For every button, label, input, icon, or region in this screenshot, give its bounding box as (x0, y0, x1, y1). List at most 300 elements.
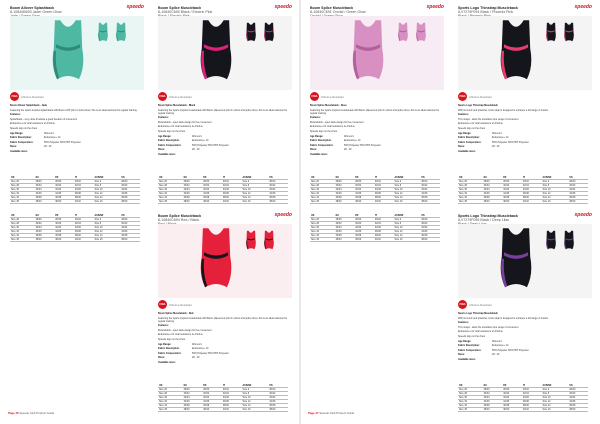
size-table-header-cell: US (120, 214, 140, 218)
size-table-cell: 28/30 (54, 180, 74, 184)
footer-text: Speedo Club Product Guide (19, 411, 55, 415)
size-table-header-cell: UK (10, 214, 35, 218)
size-table-cell: 28/30 (483, 388, 503, 392)
size-table (310, 176, 440, 204)
size-table-cell: 36/38 (374, 192, 394, 196)
spec-label: Fabric Description: (458, 344, 480, 348)
thumbnail-front (96, 22, 110, 44)
product-heading: Sports Logo Thinstrap Muscleback (458, 312, 498, 315)
size-table-cell: 38/40 (222, 404, 242, 408)
size-table-header-cell: US (120, 176, 140, 180)
size-table-cell: Size 6 (541, 388, 568, 392)
size-table-cell: Size 14 (541, 196, 568, 200)
size-table-cell: 38/40 (502, 408, 522, 412)
size-table-header-cell: IT (222, 176, 242, 180)
size-table-cell: 32/34 (35, 188, 55, 192)
swimsuit-thumb-icon (562, 22, 576, 44)
size-table-cell: 28/30 (420, 180, 440, 184)
size-table-cell: Size 34 (310, 196, 335, 200)
size-table-cell: 32/34 (202, 188, 222, 192)
size-table-cell: 30/32 (222, 180, 242, 184)
swimsuit-thumbnails (244, 230, 284, 250)
swimsuit-thumb-icon (262, 230, 276, 252)
size-table-cell: 34/36 (502, 192, 522, 196)
size-table (158, 176, 288, 204)
size-table-header-cell: FR (354, 214, 374, 218)
size-table-header-cell: EU (35, 214, 55, 218)
product-desc-text: Featuring the sports inspired splashback with Boom AOP print in bold colour, this is an ideal swimsuit for regular training. (10, 108, 138, 112)
swimsuit-thumbnails (244, 22, 284, 42)
size-table-header-cell: US (568, 384, 588, 388)
size-table-cell: Size 12 (541, 192, 568, 196)
size-table-cell: 34/36 (420, 192, 440, 196)
size-table-cell: 32/34 (120, 188, 140, 192)
feature-item: Speedo logo on the chest (458, 334, 486, 338)
size-table-cell: 32/34 (268, 396, 288, 400)
size-table-cell: 40/42 (222, 200, 242, 204)
spec-row (10, 132, 144, 135)
available-sizes-heading: Available sizes: (158, 153, 176, 157)
spec-label: Sizes: (10, 145, 17, 149)
feature-item: Endurance+ for total resistance to chlorine (10, 122, 55, 126)
product-photo (458, 224, 592, 298)
spec-row (310, 144, 444, 147)
size-table-header-cell: EU (35, 176, 55, 180)
swimsuit-image (46, 18, 90, 88)
size-table-cell: 36/38 (268, 404, 288, 408)
size-table-cell: 34/36 (74, 188, 94, 192)
product-heading: Boom Allover Splashback - Jade (10, 104, 47, 107)
spec-row (158, 144, 292, 147)
product-code: 8-10840C690 Black / Electric Pink (158, 10, 213, 15)
size-table-cell: 32/34 (502, 396, 522, 400)
spec-label: Sizes: (158, 148, 165, 152)
size-table-header-cell: UK (158, 384, 183, 388)
product-name-line: Boom Splice Muscleback (158, 214, 202, 218)
product-code: 8-07279F094 Black / Phoenix Pink (458, 10, 514, 15)
spec-value: 50% Polyester 50% PBT Polyester (344, 143, 381, 147)
size-table-cell: Size 8 (393, 184, 420, 188)
size-table-cell: 30/32 (268, 184, 288, 188)
size-table-cell: Size 32 (158, 192, 183, 196)
spec-value: Endurance+ 10 (492, 344, 509, 348)
feature-item: Speedo logo on the chest (158, 338, 186, 342)
table-row (10, 238, 140, 242)
spec-label: Age Range: (458, 339, 472, 343)
chlorine-resistant-label: Chlorine Resistant (21, 95, 44, 99)
size-table-cell: 40/42 (74, 200, 94, 204)
size-table-header-cell: EU (483, 176, 503, 180)
features-heading: Features: (158, 116, 169, 120)
swimsuit-thumb-icon (262, 22, 276, 44)
size-table-cell: Size 36 (310, 238, 335, 242)
product-name-line: Boom Splice Muscleback (310, 6, 354, 10)
swimsuit-thumbnails (96, 22, 136, 42)
page-number: Page 46 (8, 411, 19, 415)
size-table-cell: Size 30 (310, 226, 335, 230)
page-number: Page 47 (308, 411, 319, 415)
size-table-cell: 36/38 (483, 196, 503, 200)
size-table-cell: 38/40 (35, 238, 55, 242)
size-table-cell: 28/30 (335, 218, 355, 222)
size-table-cell: 32/34 (354, 188, 374, 192)
size-table-cell: 30/32 (222, 388, 242, 392)
size-table-cell: 34/36 (568, 400, 588, 404)
size-table-cell: Size 10 (241, 396, 268, 400)
size-table-cell: 38/40 (354, 200, 374, 204)
thumbnail-back (562, 230, 576, 252)
size-table (158, 384, 288, 412)
size-table-cell: Size 32 (458, 192, 483, 196)
product-description (158, 104, 292, 158)
spec-value: Women's (344, 134, 354, 138)
size-table-cell: 30/32 (502, 392, 522, 396)
size-table-cell: 34/36 (354, 192, 374, 196)
spec-value: Endurance+ 10 (344, 139, 361, 143)
size-table-cell: 38/40 (420, 200, 440, 204)
table-row (310, 238, 440, 242)
size-table-cell: 34/36 (54, 192, 74, 196)
product-photo (458, 16, 592, 90)
feature-item: Thin straps - allow the shoulders free range of movement (458, 325, 519, 329)
available-sizes-heading: Available sizes: (458, 149, 476, 153)
product-description (458, 104, 592, 155)
swimsuit-thumb-icon (562, 230, 576, 252)
spec-value: Women's (192, 342, 202, 346)
footer-text: Speedo Club Product Guide (319, 411, 355, 415)
size-table-cell: Size 6 (393, 218, 420, 222)
spec-label: Age Range: (158, 342, 172, 346)
product-card (456, 4, 594, 209)
size-table-cell: 32/34 (568, 396, 588, 400)
swimsuit-front-icon (494, 18, 538, 88)
size-table-header-cell: EU (483, 384, 503, 388)
spec-label: Age Range: (458, 131, 472, 135)
size-table-cell: 38/40 (183, 200, 203, 204)
size-table-cell: 34/36 (354, 230, 374, 234)
size-table-cell: Size 14 (241, 196, 268, 200)
spec-value: 28 - 40 (344, 148, 352, 152)
size-table-cell: 32/34 (483, 396, 503, 400)
size-table-cell: 36/38 (420, 234, 440, 238)
size-table-cell: Size 26 (310, 218, 335, 222)
feature-item: Muscleback - open back design for free movement (310, 120, 364, 124)
size-table-cell: 32/34 (222, 392, 242, 396)
size-table-cell: Size 14 (393, 196, 420, 200)
spec-row (310, 139, 444, 142)
size-table-cell: 28/30 (202, 180, 222, 184)
size-table-cell: 32/34 (268, 188, 288, 192)
size-table-cell: 36/38 (374, 230, 394, 234)
size-table-cell: 36/38 (202, 404, 222, 408)
product-code: 8-07279F095 Black / Deep Lilac (458, 218, 510, 223)
size-table-cell: Size 26 (458, 180, 483, 184)
size-table-cell: 30/32 (374, 218, 394, 222)
size-table-cell: 36/38 (74, 192, 94, 196)
spec-value: Endurance+ 10 (192, 347, 209, 351)
thumbnail-back (262, 22, 276, 44)
size-table-cell: 40/42 (522, 408, 542, 412)
size-table-cell: 34/36 (120, 230, 140, 234)
size-table-cell: Size 34 (158, 404, 183, 408)
size-card (308, 212, 446, 417)
size-table-cell: 34/36 (35, 230, 55, 234)
product-desc-text: Featuring the sports inspired muscleback with Boom placement print in colour and splice trims, this is an ideal swimsuit for regular training. (158, 316, 288, 323)
size-table-cell: 32/34 (120, 226, 140, 230)
spec-value: 28 - 40 (492, 145, 500, 149)
size-table-cell: Size 8 (541, 392, 568, 396)
size-table-cell: 36/38 (54, 234, 74, 238)
size-table-cell: 34/36 (268, 192, 288, 196)
size-table-cell: Size 10 (541, 188, 568, 192)
size-table-cell: Size 16 (241, 200, 268, 204)
size-table-cell: 30/32 (335, 184, 355, 188)
size-table-cell: Size 14 (93, 196, 120, 200)
size-table-cell: 30/32 (35, 222, 55, 226)
chlorine-resistant-label: Chlorine Resistant (321, 95, 344, 99)
size-table-cell: 34/36 (374, 226, 394, 230)
product-heading: Boom Splice Muscleback - Black (158, 104, 196, 107)
size-table-header-cell: FR (54, 176, 74, 180)
footer-right (308, 411, 354, 415)
size-table-cell: 32/34 (183, 396, 203, 400)
size-table-cell: 28/30 (268, 180, 288, 184)
spec-row (158, 347, 292, 350)
spec-value: 50% Polyester 50% PBT Polyester (192, 143, 229, 147)
size-table-cell: 38/40 (335, 200, 355, 204)
product-heading: Boom Splice Muscleback - Rose (310, 104, 347, 107)
spec-row (458, 141, 592, 144)
available-sizes-heading: Available sizes: (158, 361, 176, 365)
size-table-header-cell: AUS/NZ (93, 176, 120, 180)
chlorine-resistant-label: Chlorine Resistant (469, 303, 492, 307)
size-table-cell: Size 32 (158, 400, 183, 404)
feature-item: Speedo logo on the chest (458, 126, 486, 130)
swimsuit-thumb-icon (114, 22, 128, 44)
size-table-cell: 38/40 (522, 404, 542, 408)
size-table-cell: 28/30 (354, 180, 374, 184)
features-heading: Features: (10, 113, 21, 117)
size-table-cell: Size 28 (458, 392, 483, 396)
chlorine-resistant-label: Chlorine Resistant (169, 303, 192, 307)
size-table-cell: 32/34 (420, 226, 440, 230)
spec-value: 50% Polyester 50% PBT Polyester (44, 140, 81, 144)
product-code: 8-10840C691 Orchid / Green Glow (310, 10, 366, 15)
size-table-cell: 30/32 (354, 184, 374, 188)
spec-row (310, 148, 444, 151)
size-table-cell: Size 26 (10, 218, 35, 222)
size-table-cell: Size 14 (541, 404, 568, 408)
size-table-cell: 38/40 (183, 408, 203, 412)
swimsuit-front-icon (494, 226, 538, 296)
size-table-header-cell: FR (502, 176, 522, 180)
size-table-cell: 28/30 (202, 388, 222, 392)
swimsuit-front-icon (194, 18, 238, 88)
size-table-cell: 30/32 (202, 184, 222, 188)
size-table-cell: Size 16 (241, 408, 268, 412)
spec-row (310, 135, 444, 138)
size-table-cell: 36/38 (120, 234, 140, 238)
footer-left (8, 411, 54, 415)
swimsuit-thumb-icon (544, 230, 558, 252)
speedo-logo: speedo (574, 4, 592, 10)
size-table-cell: 30/32 (35, 184, 55, 188)
size-table-header-cell: IT (74, 176, 94, 180)
size-table-header-cell: US (420, 176, 440, 180)
size-table (458, 384, 588, 412)
size-table-header-cell: IT (374, 214, 394, 218)
size-table-header-cell: EU (183, 176, 203, 180)
size-table-cell: 34/36 (374, 188, 394, 192)
feature-item: Thin straps - allow the shoulders free range of movement (458, 117, 519, 121)
size-table-cell: 36/38 (183, 404, 203, 408)
fina-badge-icon: FINA (458, 300, 467, 309)
spec-row (458, 353, 592, 356)
size-table-header-cell: UK (458, 176, 483, 180)
spec-value: 28 - 40 (192, 356, 200, 360)
size-table-cell: Size 6 (393, 180, 420, 184)
size-table-cell: 38/40 (268, 408, 288, 412)
size-table-cell: Size 30 (158, 188, 183, 192)
size-table-cell: Size 8 (241, 184, 268, 188)
speedo-logo: speedo (126, 4, 144, 10)
product-photo (158, 224, 292, 298)
fina-badge-icon: FINA (158, 300, 167, 309)
feature-item: Speedo logo on the chest (310, 130, 338, 134)
size-table-cell: 32/34 (502, 188, 522, 192)
size-table-cell: Size 6 (541, 180, 568, 184)
size-table-cell: Size 16 (93, 200, 120, 204)
size-table-header-cell: UK (158, 176, 183, 180)
spec-label: Age Range: (310, 134, 324, 138)
size-table-cell: 34/36 (222, 396, 242, 400)
product-desc-text: With its iconic and practical, cross strap is designed to enhance a full range of motion. (458, 316, 549, 320)
size-table-cell: 32/34 (374, 222, 394, 226)
size-table-cell: Size 8 (541, 184, 568, 188)
size-table-header-cell: FR (354, 176, 374, 180)
size-table-cell: 32/34 (335, 226, 355, 230)
swimsuit-thumb-icon (96, 22, 110, 44)
feature-item: Muscleback - open back design for free movement (158, 328, 212, 332)
size-table-cell: Size 36 (158, 200, 183, 204)
feature-item: Speedo logo on the chest (10, 126, 38, 130)
spec-row (10, 141, 144, 144)
size-table-cell: Size 28 (158, 392, 183, 396)
size-table-cell: 38/40 (568, 408, 588, 412)
swimsuit-thumbnails (396, 22, 436, 42)
size-table-header-cell: IT (74, 214, 94, 218)
product-photo (10, 16, 144, 90)
size-table-cell: 38/40 (374, 234, 394, 238)
size-table-cell: 34/36 (522, 396, 542, 400)
size-table-cell: 34/36 (483, 400, 503, 404)
swimsuit-image (494, 226, 538, 296)
size-table-cell: Size 28 (458, 184, 483, 188)
product-card (308, 4, 446, 209)
thumbnail-front (544, 22, 558, 44)
size-table-cell: Size 6 (93, 180, 120, 184)
size-table-cell: 32/34 (74, 222, 94, 226)
size-table-cell: Size 6 (241, 180, 268, 184)
size-table-cell: 38/40 (522, 196, 542, 200)
available-sizes-heading: Available sizes: (10, 149, 28, 153)
spec-row (458, 340, 592, 343)
size-table-cell: 30/32 (483, 392, 503, 396)
feature-item: Endurance+ for total resistance to chlorine (158, 125, 203, 129)
thumbnail-front (244, 230, 258, 252)
size-table-cell: 38/40 (74, 234, 94, 238)
features-heading: Features: (158, 324, 169, 328)
product-desc-text: With its iconic and practical, cross strap is designed to enhance a full range of motion. (458, 108, 549, 112)
thumbnail-back (114, 22, 128, 44)
size-table-cell: 36/38 (420, 196, 440, 200)
spec-value: Endurance+ 10 (44, 136, 61, 140)
size-table-cell: 32/34 (183, 188, 203, 192)
size-table-cell: 36/38 (35, 196, 55, 200)
size-table-cell: 28/30 (268, 388, 288, 392)
product-desc-text: Featuring the sports inspired muscleback with Boom placement print in colour and splice trims, this is an ideal swimsuit for regular training. (158, 108, 288, 115)
spec-label: Fabric Composition: (458, 348, 482, 352)
size-table-cell: Size 26 (10, 180, 35, 184)
size-table-cell: 30/32 (522, 180, 542, 184)
size-table-cell: 36/38 (268, 196, 288, 200)
size-table-cell: Size 28 (310, 184, 335, 188)
size-table-cell: 38/40 (35, 200, 55, 204)
spec-row (158, 343, 292, 346)
spec-row (158, 135, 292, 138)
size-table-cell: Size 14 (241, 404, 268, 408)
size-table-header-cell: US (268, 176, 288, 180)
size-table-cell: 38/40 (54, 200, 74, 204)
size-table-cell: Size 26 (310, 180, 335, 184)
size-table-cell: Size 10 (393, 226, 420, 230)
size-table-cell: 28/30 (120, 180, 140, 184)
size-table-cell: 30/32 (183, 184, 203, 188)
feature-item: Endurance+ for total resistance to chlorine (310, 125, 355, 129)
spec-label: Fabric Composition: (158, 351, 182, 355)
size-table-cell: 36/38 (354, 196, 374, 200)
spec-value: Women's (492, 131, 502, 135)
spec-label: Age Range: (158, 134, 172, 138)
size-table-cell: Size 36 (10, 238, 35, 242)
size-table-header-cell: EU (335, 176, 355, 180)
size-table-header-cell: US (268, 384, 288, 388)
swimsuit-image (494, 18, 538, 88)
size-table-cell: Size 34 (10, 234, 35, 238)
size-table-header-cell: EU (183, 384, 203, 388)
size-table-header-cell: AUS/NZ (93, 214, 120, 218)
size-table-cell: 30/32 (74, 180, 94, 184)
size-table-cell: Size 32 (310, 192, 335, 196)
thumbnail-front (244, 22, 258, 44)
size-table-cell: 32/34 (420, 188, 440, 192)
swimsuit-thumb-icon (544, 22, 558, 44)
spec-value: Women's (192, 134, 202, 138)
size-table-cell: 28/30 (354, 218, 374, 222)
size-table-cell: 38/40 (202, 200, 222, 204)
size-table-header-cell: US (568, 176, 588, 180)
size-table-cell: Size 10 (241, 188, 268, 192)
table-row (158, 408, 288, 412)
speedo-logo: speedo (574, 212, 592, 218)
spec-label: Fabric Composition: (458, 140, 482, 144)
spec-row (458, 145, 592, 148)
swimsuit-thumb-icon (244, 22, 258, 44)
size-table-cell: Size 34 (158, 196, 183, 200)
size-table-cell: 38/40 (568, 200, 588, 204)
spec-value: 50% Polyester 50% PBT Polyester (492, 348, 529, 352)
product-photo (158, 16, 292, 90)
